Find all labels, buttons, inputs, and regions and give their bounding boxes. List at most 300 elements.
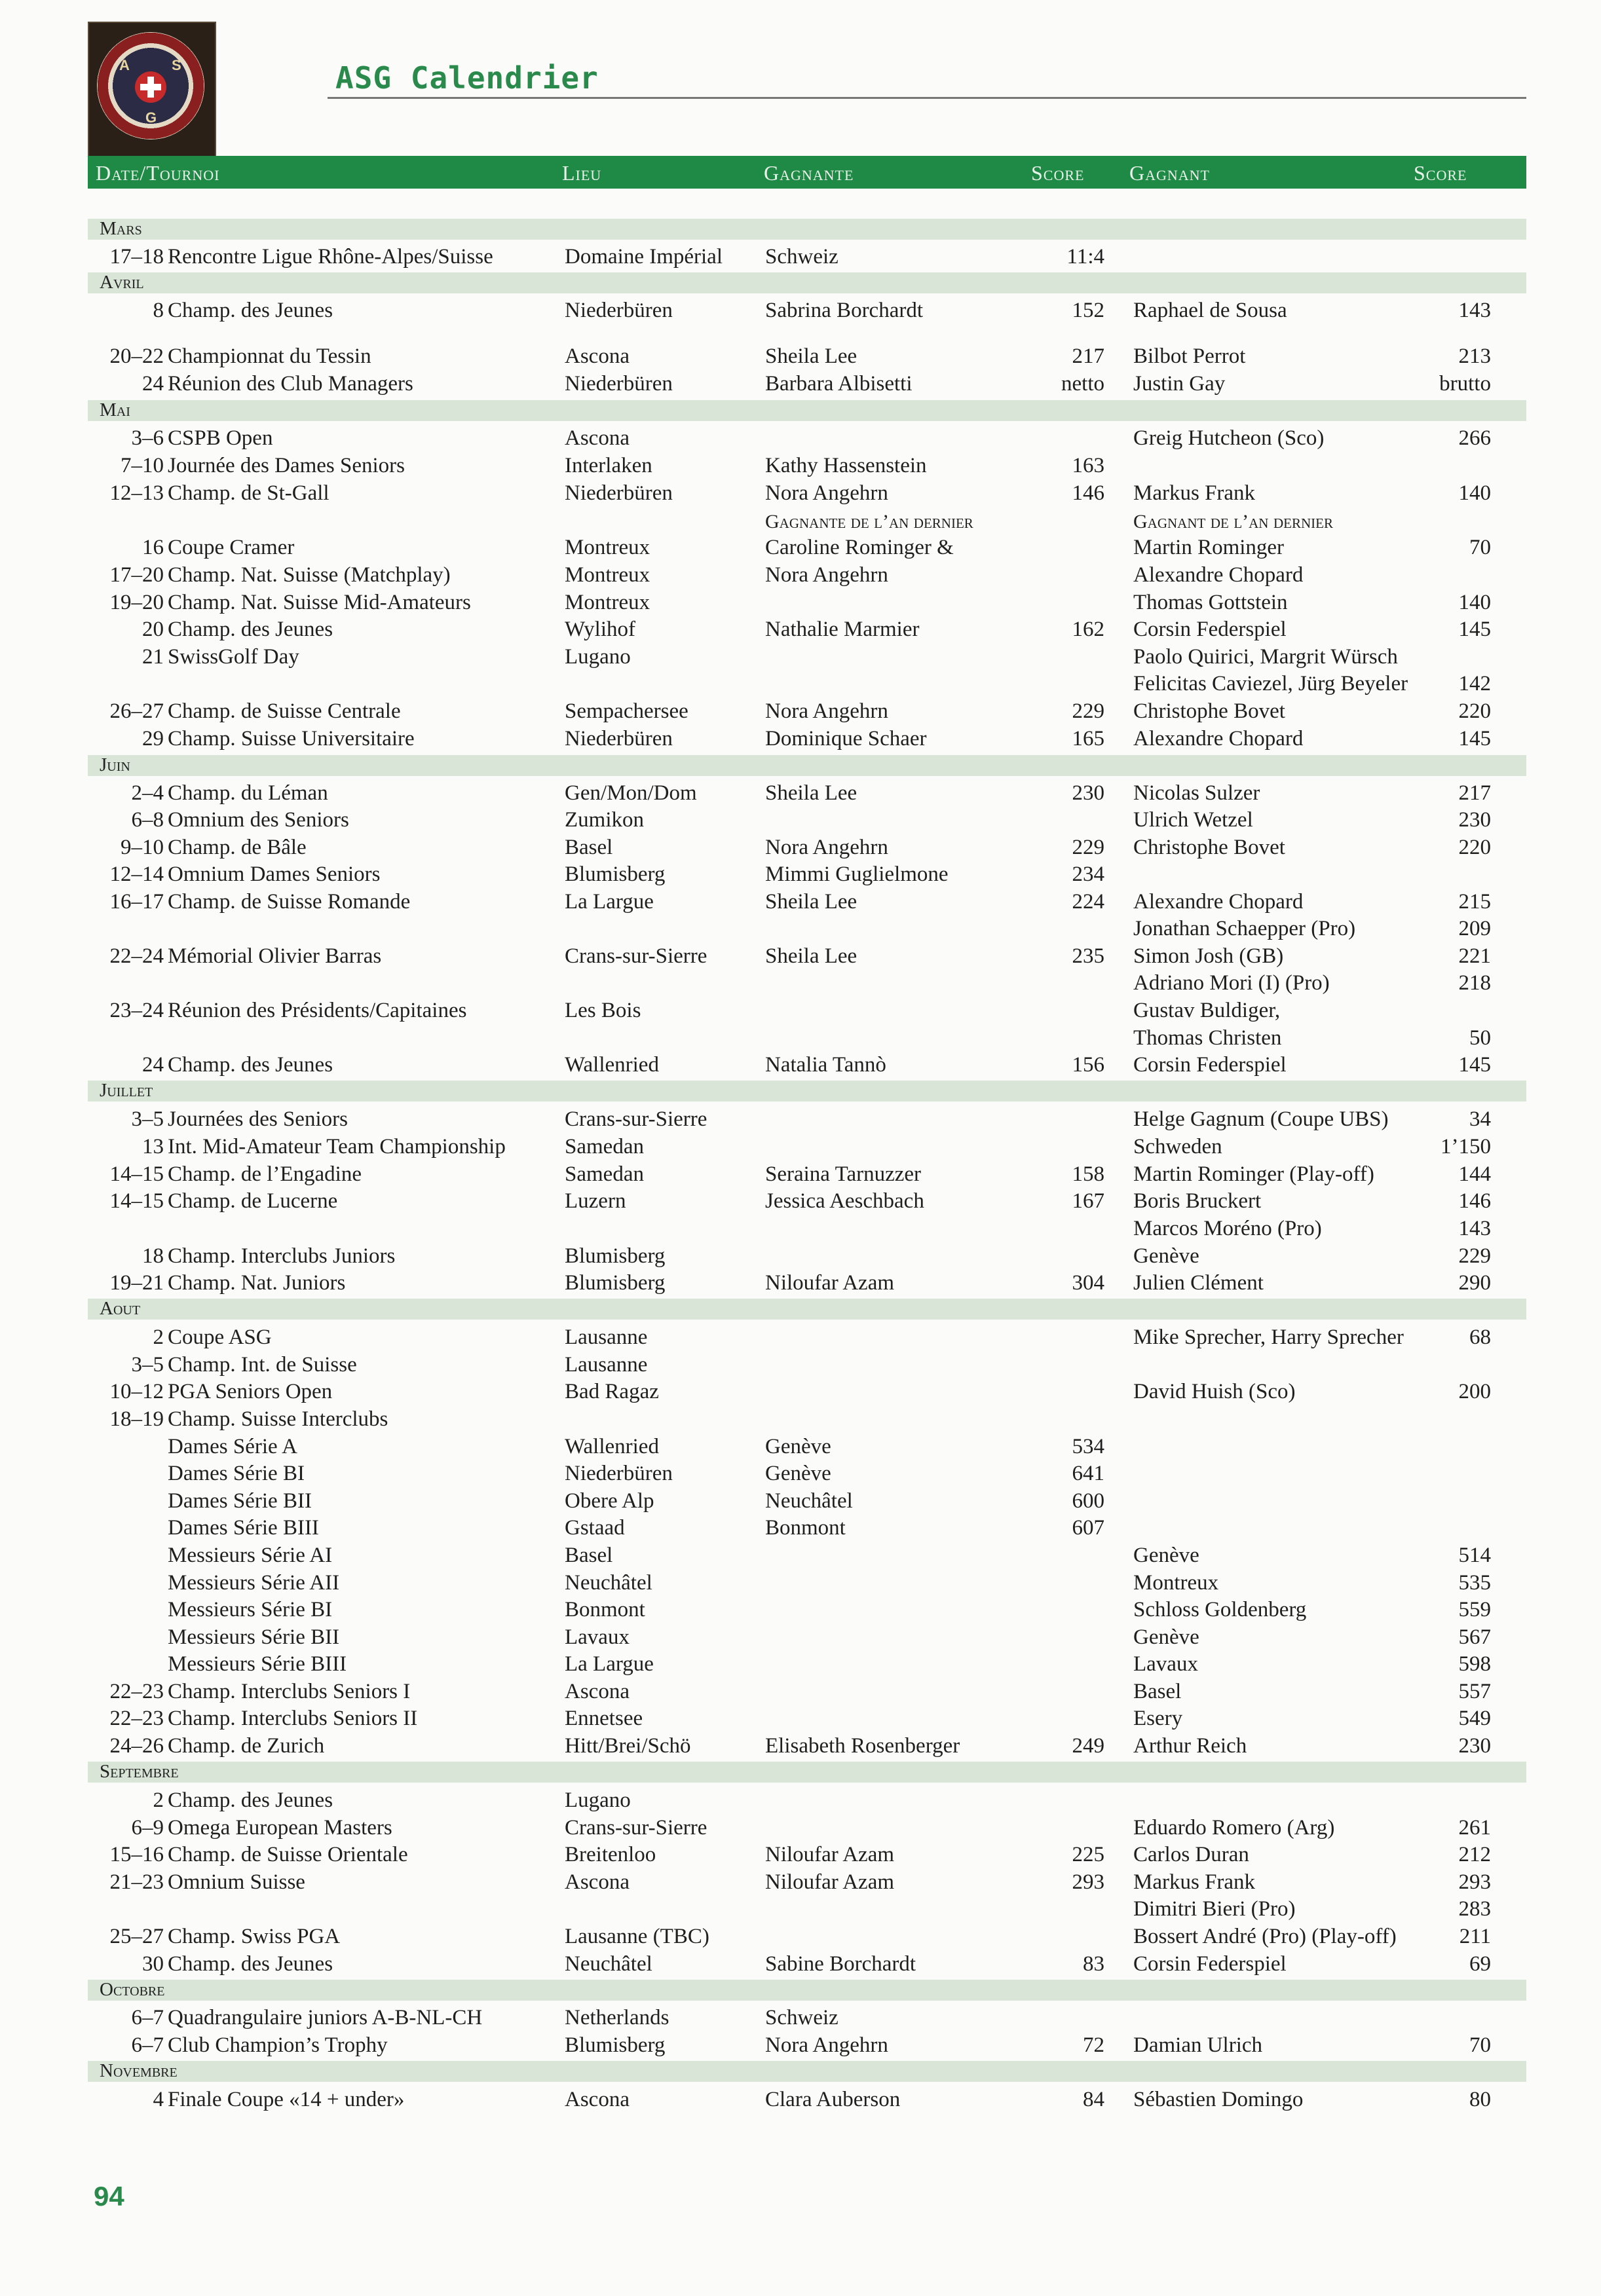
score-women-cell: 158	[1072, 1162, 1104, 1186]
date-cell: 16	[142, 536, 164, 559]
venue-cell: Montreux	[565, 563, 650, 587]
venue-cell: Samedan	[565, 1162, 644, 1186]
winner-men-cell: Markus Frank	[1133, 1870, 1256, 1894]
score-women-cell: 641	[1072, 1462, 1104, 1485]
winner-women-cell: Sabine Borchardt	[765, 1952, 916, 1976]
score-women-cell: netto	[1061, 372, 1104, 396]
date-cell: 17–20	[109, 563, 164, 587]
winner-women-cell: Natalia Tannò	[765, 1053, 886, 1077]
winner-men-cell: Christophe Bovet	[1133, 836, 1285, 859]
winner-women-cell: Genève	[765, 1435, 831, 1458]
score-men-cell: 215	[1458, 890, 1491, 914]
winner-women-cell: Sheila Lee	[765, 344, 857, 368]
tournament-cell: Finale Coupe «14 + under»	[168, 2088, 405, 2111]
venue-cell: Les Bois	[565, 999, 641, 1022]
date-cell: 20	[142, 618, 164, 641]
date-cell: 25–27	[109, 1925, 164, 1948]
month-label: Juin	[100, 754, 130, 775]
score-women-cell: 165	[1072, 727, 1104, 750]
venue-cell: Niederbüren	[565, 1462, 673, 1485]
venue-cell: Lausanne	[565, 1353, 648, 1377]
previous-year-gagnant-label: Gagnant de l’an dernier	[1133, 511, 1333, 532]
date-cell: 4	[153, 2088, 164, 2111]
winner-women-cell: Nora Angehrn	[765, 2033, 888, 2057]
score-men-cell: 34	[1469, 1107, 1491, 1131]
winner-men-cell: Jonathan Schaepper (Pro)	[1133, 917, 1356, 940]
tournament-cell: Omega European Masters	[168, 1816, 392, 1840]
page-number: 94	[94, 2181, 124, 2212]
date-cell: 3–5	[131, 1353, 164, 1377]
winner-men-cell: Thomas Gottstein	[1133, 591, 1288, 614]
score-women-cell: 534	[1072, 1435, 1104, 1458]
score-men-cell: 230	[1458, 808, 1491, 832]
winner-women-cell: Clara Auberson	[765, 2088, 901, 2111]
tournament-cell: Champ. du Léman	[168, 781, 328, 805]
title-divider	[328, 97, 1526, 99]
tournament-cell: Messieurs Série BIII	[168, 1652, 347, 1676]
date-cell: 6–7	[131, 2006, 164, 2029]
tournament-cell: Coupe Cramer	[168, 536, 295, 559]
score-men-cell: 266	[1458, 426, 1491, 450]
month-band	[88, 219, 1526, 240]
date-cell: 21–23	[109, 1870, 164, 1894]
winner-women-cell: Nora Angehrn	[765, 481, 888, 505]
asg-logo	[88, 22, 216, 158]
tournament-cell: Mémorial Olivier Barras	[168, 944, 382, 968]
winner-men-cell: Gustav Buldiger,	[1133, 999, 1281, 1022]
venue-cell: Blumisberg	[565, 2033, 666, 2057]
column-header-gagnante: Gagnante	[764, 161, 854, 185]
score-men-cell: 293	[1458, 1870, 1491, 1894]
column-header-lieu: Lieu	[562, 161, 602, 185]
month-label: Avril	[100, 272, 144, 293]
score-women-cell: 235	[1072, 944, 1104, 968]
score-women-cell: 234	[1072, 862, 1104, 886]
winner-women-cell: Schweiz	[765, 245, 838, 268]
date-cell: 19–21	[109, 1271, 164, 1295]
score-men-cell: 209	[1458, 917, 1491, 940]
tournament-cell: Messieurs Série AII	[168, 1571, 340, 1595]
winner-men-cell: Thomas Christen	[1133, 1026, 1282, 1050]
tournament-cell: Champ. de Zurich	[168, 1734, 325, 1758]
tournament-cell: Journées des Seniors	[168, 1107, 348, 1131]
venue-cell: Samedan	[565, 1135, 644, 1158]
winner-men-cell: Christophe Bovet	[1133, 699, 1285, 723]
winner-men-cell: Ulrich Wetzel	[1133, 808, 1253, 832]
venue-cell: Wallenried	[565, 1053, 659, 1077]
column-header-gagnant: Gagnant	[1129, 161, 1210, 185]
venue-cell: Basel	[565, 1544, 613, 1567]
date-cell: 13	[142, 1135, 164, 1158]
date-cell: 6–8	[131, 808, 164, 832]
winner-men-cell: Schweden	[1133, 1135, 1222, 1158]
winner-women-cell: Caroline Rominger &	[765, 536, 954, 559]
winner-women-cell: Sabrina Borchardt	[765, 299, 924, 322]
tournament-cell: Champ. de Lucerne	[168, 1189, 338, 1213]
month-band	[88, 272, 1526, 293]
date-cell: 26–27	[109, 699, 164, 723]
venue-cell: Gen/Mon/Dom	[565, 781, 697, 805]
logo-letter-s: S	[172, 57, 181, 73]
score-men-cell: 213	[1458, 344, 1491, 368]
score-women-cell: 84	[1083, 2088, 1104, 2111]
score-men-cell: 144	[1458, 1162, 1491, 1186]
venue-cell: Gstaad	[565, 1516, 625, 1540]
venue-cell: Montreux	[565, 591, 650, 614]
month-label: Octobre	[100, 1979, 165, 2000]
venue-cell: Lausanne (TBC)	[565, 1925, 709, 1948]
venue-cell: Crans-sur-Sierre	[565, 1816, 707, 1840]
score-men-cell: 80	[1469, 2088, 1491, 2111]
date-cell: 18	[142, 1244, 164, 1268]
winner-men-cell: Julien Clément	[1133, 1271, 1264, 1295]
score-women-cell: 607	[1072, 1516, 1104, 1540]
winner-men-cell: Nicolas Sulzer	[1133, 781, 1260, 805]
score-women-cell: 225	[1072, 1843, 1104, 1866]
score-men-cell: 567	[1458, 1625, 1491, 1649]
venue-cell: Niederbüren	[565, 481, 673, 505]
venue-cell: Montreux	[565, 536, 650, 559]
winner-men-cell: Bossert André (Pro) (Play-off)	[1133, 1925, 1397, 1948]
score-men-cell: 143	[1458, 299, 1491, 322]
month-band	[88, 400, 1526, 421]
winner-men-cell: Martin Rominger (Play-off)	[1133, 1162, 1374, 1186]
winner-women-cell: Genève	[765, 1462, 831, 1485]
tournament-cell: Champ. Int. de Suisse	[168, 1353, 357, 1377]
venue-cell: Ascona	[565, 344, 630, 368]
date-cell: 24	[142, 1053, 164, 1077]
score-men-cell: 230	[1458, 1734, 1491, 1758]
score-men-cell: 69	[1469, 1952, 1491, 1976]
venue-cell: Interlaken	[565, 454, 652, 477]
score-men-cell: 50	[1469, 1026, 1491, 1050]
date-cell: 15–16	[109, 1843, 164, 1866]
winner-women-cell: Dominique Schaer	[765, 727, 927, 750]
winner-men-cell: Alexandre Chopard	[1133, 727, 1304, 750]
winner-women-cell: Kathy Hassenstein	[765, 454, 927, 477]
winner-men-cell: Genève	[1133, 1544, 1199, 1567]
tournament-cell: Omnium Dames Seniors	[168, 862, 381, 886]
winner-women-cell: Nora Angehrn	[765, 699, 888, 723]
tournament-cell: Champ. Interclubs Seniors I	[168, 1680, 411, 1703]
month-band	[88, 2061, 1526, 2082]
date-cell: 20–22	[109, 344, 164, 368]
tournament-cell: Journée des Dames Seniors	[168, 454, 405, 477]
tournament-cell: Champ. des Jeunes	[168, 618, 333, 641]
score-men-cell: 1’150	[1441, 1135, 1491, 1158]
tournament-cell: Messieurs Série BII	[168, 1625, 340, 1649]
date-cell: 6–7	[131, 2033, 164, 2057]
month-band	[88, 1081, 1526, 1102]
date-cell: 14–15	[109, 1162, 164, 1186]
venue-cell: Crans-sur-Sierre	[565, 1107, 707, 1131]
score-women-cell: 156	[1072, 1053, 1104, 1077]
score-women-cell: 217	[1072, 344, 1104, 368]
tournament-cell: Champ. des Jeunes	[168, 1053, 333, 1077]
winner-men-cell: Marcos Moréno (Pro)	[1133, 1217, 1322, 1240]
winner-women-cell: Sheila Lee	[765, 944, 857, 968]
date-cell: 10–12	[109, 1380, 164, 1403]
date-cell: 30	[142, 1952, 164, 1976]
score-women-cell: 600	[1072, 1489, 1104, 1513]
score-men-cell: 145	[1458, 618, 1491, 641]
score-men-cell: 557	[1458, 1680, 1491, 1703]
tournament-cell: Dames Série BIII	[168, 1516, 319, 1540]
winner-men-cell: Bilbot Perrot	[1133, 344, 1246, 368]
score-men-cell: 212	[1458, 1843, 1491, 1866]
tournament-cell: PGA Seniors Open	[168, 1380, 333, 1403]
tournament-cell: Champ. Nat. Suisse Mid-Amateurs	[168, 591, 471, 614]
logo-letter-a: A	[119, 57, 130, 73]
tournament-cell: Champ. des Jeunes	[168, 299, 333, 322]
winner-women-cell: Barbara Albisetti	[765, 372, 913, 396]
date-cell: 2–4	[131, 781, 164, 805]
score-men-cell: 211	[1459, 1925, 1491, 1948]
month-label: Septembre	[100, 1761, 179, 1782]
column-header-score2: Score	[1414, 161, 1467, 185]
score-men-cell: 142	[1458, 672, 1491, 695]
winner-men-cell: Montreux	[1133, 1571, 1219, 1595]
tournament-cell: Champ. des Jeunes	[168, 1788, 333, 1812]
score-men-cell: 145	[1458, 1053, 1491, 1077]
venue-cell: Niederbüren	[565, 372, 673, 396]
tournament-cell: Omnium des Seniors	[168, 808, 349, 832]
score-men-cell: 229	[1458, 1244, 1491, 1268]
tournament-cell: Champ. de St-Gall	[168, 481, 330, 505]
score-women-cell: 163	[1072, 454, 1104, 477]
month-label: Aout	[100, 1298, 141, 1319]
score-men-cell: 598	[1458, 1652, 1491, 1676]
date-cell: 22–23	[109, 1680, 164, 1703]
winner-women-cell: Nora Angehrn	[765, 563, 888, 587]
date-cell: 6–9	[131, 1816, 164, 1840]
score-men-cell: 514	[1458, 1544, 1491, 1567]
tournament-cell: Champ. de l’Engadine	[168, 1162, 362, 1186]
winner-men-cell: Boris Bruckert	[1133, 1189, 1262, 1213]
winner-men-cell: Justin Gay	[1133, 372, 1226, 396]
winner-women-cell: Sheila Lee	[765, 781, 857, 805]
score-women-cell: 83	[1083, 1952, 1104, 1976]
score-men-cell: 143	[1458, 1217, 1491, 1240]
tournament-cell: Coupe ASG	[168, 1325, 272, 1349]
venue-cell: Niederbüren	[565, 299, 673, 322]
date-cell: 22–23	[109, 1707, 164, 1730]
score-women-cell: 224	[1072, 890, 1104, 914]
tournament-cell: Champ. de Suisse Orientale	[168, 1843, 408, 1866]
score-men-cell: 290	[1458, 1271, 1491, 1295]
month-band	[88, 1299, 1526, 1320]
venue-cell: Wylihof	[565, 618, 635, 641]
venue-cell: Ennetsee	[565, 1707, 643, 1730]
winner-men-cell: Genève	[1133, 1244, 1199, 1268]
tournament-cell: Dames Série A	[168, 1435, 297, 1458]
winner-men-cell: Basel	[1133, 1680, 1182, 1703]
winner-men-cell: Corsin Federspiel	[1133, 618, 1287, 641]
tournament-cell: Réunion des Club Managers	[168, 372, 413, 396]
winner-men-cell: Simon Josh (GB)	[1133, 944, 1284, 968]
date-cell: 19–20	[109, 591, 164, 614]
score-women-cell: 229	[1072, 836, 1104, 859]
winner-women-cell: Bonmont	[765, 1516, 846, 1540]
tournament-cell: Champ. Swiss PGA	[168, 1925, 341, 1948]
column-header-score1: Score	[1031, 161, 1085, 185]
tournament-cell: Champ. de Bâle	[168, 836, 307, 859]
winner-men-cell: Corsin Federspiel	[1133, 1952, 1287, 1976]
tournament-cell: Club Champion’s Trophy	[168, 2033, 388, 2057]
winner-men-cell: Martin Rominger	[1133, 536, 1285, 559]
winner-men-cell: Carlos Duran	[1133, 1843, 1249, 1866]
tournament-cell: Omnium Suisse	[168, 1870, 305, 1894]
score-men-cell: 535	[1458, 1571, 1491, 1595]
month-band	[88, 1980, 1526, 2001]
winner-men-cell: Schloss Goldenberg	[1133, 1598, 1307, 1621]
winner-men-cell: David Huish (Sco)	[1133, 1380, 1296, 1403]
winner-women-cell: Nathalie Marmier	[765, 618, 920, 641]
winner-women-cell: Jessica Aeschbach	[765, 1189, 924, 1213]
winner-women-cell: Elisabeth Rosenberger	[765, 1734, 960, 1758]
tournament-cell: Champ. Suisse Universitaire	[168, 727, 415, 750]
score-men-cell: 220	[1458, 699, 1491, 723]
winner-women-cell: Neuchâtel	[765, 1489, 853, 1513]
tournament-cell: Quadrangulaire juniors A-B-NL-CH	[168, 2006, 483, 2029]
date-cell: 24	[142, 372, 164, 396]
date-cell: 18–19	[109, 1407, 164, 1431]
venue-cell: Niederbüren	[565, 727, 673, 750]
venue-cell: Bad Ragaz	[565, 1380, 659, 1403]
month-label: Juillet	[100, 1080, 153, 1101]
venue-cell: Lavaux	[565, 1625, 630, 1649]
column-header-date: Date/Tournoi	[96, 161, 220, 185]
tournament-cell: Champ. des Jeunes	[168, 1952, 333, 1976]
venue-cell: Neuchâtel	[565, 1571, 652, 1595]
venue-cell: Ascona	[565, 1680, 630, 1703]
date-cell: 7–10	[121, 454, 164, 477]
venue-cell: Domaine Impérial	[565, 245, 723, 268]
venue-cell: Blumisberg	[565, 1271, 666, 1295]
winner-men-cell: Adriano Mori (I) (Pro)	[1133, 971, 1330, 995]
venue-cell: Basel	[565, 836, 613, 859]
date-cell: 3–6	[131, 426, 164, 450]
month-label: Mai	[100, 399, 130, 420]
winner-men-cell: Paolo Quirici, Margrit Würsch	[1133, 645, 1398, 669]
date-cell: 2	[153, 1788, 164, 1812]
venue-cell: Lugano	[565, 1788, 631, 1812]
venue-cell: Ascona	[565, 2088, 630, 2111]
winner-men-cell: Mike Sprecher, Harry Sprecher	[1133, 1325, 1404, 1349]
tournament-cell: Champ. Interclubs Juniors	[168, 1244, 396, 1268]
tournament-cell: Championnat du Tessin	[168, 344, 371, 368]
winner-women-cell: Mimmi Guglielmone	[765, 862, 949, 886]
winner-men-cell: Corsin Federspiel	[1133, 1053, 1287, 1077]
venue-cell: Bonmont	[565, 1598, 645, 1621]
score-women-cell: 293	[1072, 1870, 1104, 1894]
tournament-cell: Champ. de Suisse Romande	[168, 890, 411, 914]
winner-men-cell: Alexandre Chopard	[1133, 890, 1304, 914]
date-cell: 9–10	[121, 836, 164, 859]
winner-men-cell: Markus Frank	[1133, 481, 1256, 505]
score-men-cell: 220	[1458, 836, 1491, 859]
score-men-cell: 146	[1458, 1189, 1491, 1213]
winner-men-cell: Genève	[1133, 1625, 1199, 1649]
date-cell: 23–24	[109, 999, 164, 1022]
winner-men-cell: Eduardo Romero (Arg)	[1133, 1816, 1335, 1840]
venue-cell: Lausanne	[565, 1325, 648, 1349]
score-women-cell: 249	[1072, 1734, 1104, 1758]
winner-men-cell: Alexandre Chopard	[1133, 563, 1304, 587]
winner-women-cell: Seraina Tarnuzzer	[765, 1162, 922, 1186]
score-men-cell: 70	[1469, 2033, 1491, 2057]
score-men-cell: 559	[1458, 1598, 1491, 1621]
date-cell: 21	[142, 645, 164, 669]
tournament-cell: Rencontre Ligue Rhône-Alpes/Suisse	[168, 245, 493, 268]
tournament-cell: Dames Série BI	[168, 1462, 305, 1485]
winner-men-cell: Sébastien Domingo	[1133, 2088, 1304, 2111]
score-men-cell: 70	[1469, 536, 1491, 559]
score-women-cell: 152	[1072, 299, 1104, 322]
score-men-cell: 140	[1458, 591, 1491, 614]
winner-women-cell: Niloufar Azam	[765, 1870, 895, 1894]
date-cell: 12–13	[109, 481, 164, 505]
previous-year-gagnante-label: Gagnante de l’an dernier	[765, 511, 973, 532]
winner-men-cell: Greig Hutcheon (Sco)	[1133, 426, 1325, 450]
winner-women-cell: Niloufar Azam	[765, 1843, 895, 1866]
venue-cell: Sempachersee	[565, 699, 688, 723]
score-women-cell: 146	[1072, 481, 1104, 505]
date-cell: 29	[142, 727, 164, 750]
venue-cell: Zumikon	[565, 808, 644, 832]
month-label: Novembre	[100, 2060, 178, 2081]
score-men-cell: 68	[1469, 1325, 1491, 1349]
tournament-cell: Dames Série BII	[168, 1489, 312, 1513]
tournament-cell: Messieurs Série BI	[168, 1598, 333, 1621]
score-women-cell: 304	[1072, 1271, 1104, 1295]
swiss-cross-icon	[135, 71, 166, 103]
winner-men-cell: Dimitri Bieri (Pro)	[1133, 1897, 1296, 1921]
tournament-cell: Int. Mid-Amateur Team Championship	[168, 1135, 506, 1158]
score-women-cell: 11:4	[1066, 245, 1104, 268]
date-cell: 8	[153, 299, 164, 322]
score-men-cell: 218	[1458, 971, 1491, 995]
date-cell: 3–5	[131, 1107, 164, 1131]
tournament-cell: Champ. Interclubs Seniors II	[168, 1707, 418, 1730]
month-band	[88, 755, 1526, 776]
tournament-cell: Champ. Suisse Interclubs	[168, 1407, 388, 1431]
tournament-cell: Champ. Nat. Juniors	[168, 1271, 346, 1295]
winner-women-cell: Nora Angehrn	[765, 836, 888, 859]
venue-cell: La Largue	[565, 890, 654, 914]
tournament-cell: Champ. Nat. Suisse (Matchplay)	[168, 563, 451, 587]
tournament-cell: SwissGolf Day	[168, 645, 299, 669]
winner-men-cell: Arthur Reich	[1133, 1734, 1247, 1758]
winner-women-cell: Schweiz	[765, 2006, 838, 2029]
venue-cell: Blumisberg	[565, 862, 666, 886]
venue-cell: Netherlands	[565, 2006, 669, 2029]
score-women-cell: 72	[1083, 2033, 1104, 2057]
venue-cell: La Largue	[565, 1652, 654, 1676]
score-men-cell: 200	[1458, 1380, 1491, 1403]
logo-letter-g: G	[145, 109, 157, 126]
score-men-cell: 283	[1458, 1897, 1491, 1921]
venue-cell: Neuchâtel	[565, 1952, 652, 1976]
winner-men-cell: Felicitas Caviezel, Jürg Beyeler	[1133, 672, 1408, 695]
venue-cell: Ascona	[565, 426, 630, 450]
score-women-cell: 230	[1072, 781, 1104, 805]
winner-women-cell: Sheila Lee	[765, 890, 857, 914]
score-women-cell: 229	[1072, 699, 1104, 723]
venue-cell: Ascona	[565, 1870, 630, 1894]
winner-men-cell: Raphael de Sousa	[1133, 299, 1287, 322]
venue-cell: Wallenried	[565, 1435, 659, 1458]
